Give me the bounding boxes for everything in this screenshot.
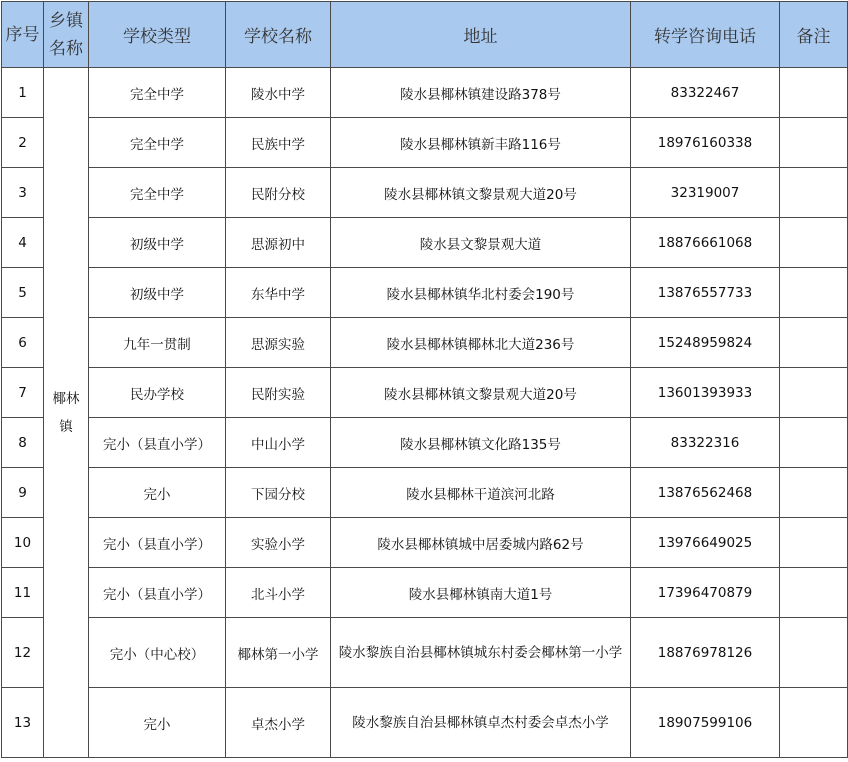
school-phone: 13601393933 (631, 368, 780, 418)
town-name-text: 椰林镇 (52, 390, 80, 435)
header-town: 乡镇名称 (44, 2, 89, 68)
table-row (2, 468, 848, 518)
row-index: 1 (2, 68, 44, 118)
school-address: 陵水县椰林干道滨河北路 (331, 468, 631, 518)
table-row (2, 568, 848, 618)
school-type: 初级中学 (89, 268, 226, 318)
school-address: 陵水县椰林镇建设路378号 (331, 68, 631, 118)
school-name: 椰林第一小学 (226, 618, 331, 688)
school-phone: 18876978126 (631, 618, 780, 688)
row-index: 7 (2, 368, 44, 418)
header-school-name: 学校名称 (226, 2, 331, 68)
school-address: 陵水县椰林镇南大道1号 (331, 568, 631, 618)
school-name: 民族中学 (226, 118, 331, 168)
row-index: 12 (2, 618, 44, 688)
school-type: 完全中学 (89, 118, 226, 168)
school-phone: 83322316 (631, 418, 780, 468)
school-address: 陵水县椰林镇文黎景观大道20号 (331, 368, 631, 418)
school-address: 陵水县椰林镇文化路135号 (331, 418, 631, 468)
school-remark (780, 518, 848, 568)
table-row (2, 368, 848, 418)
school-address: 陵水县椰林镇华北村委会190号 (331, 268, 631, 318)
school-name: 陵水中学 (226, 68, 331, 118)
table-row (2, 68, 848, 118)
table-row (2, 318, 848, 368)
table-row (2, 418, 848, 468)
school-type: 完小 (89, 468, 226, 518)
row-index: 6 (2, 318, 44, 368)
school-remark (780, 618, 848, 688)
school-phone: 13876557733 (631, 268, 780, 318)
school-address: 陵水县椰林镇椰林北大道236号 (331, 318, 631, 368)
row-index: 3 (2, 168, 44, 218)
school-type: 九年一贯制 (89, 318, 226, 368)
school-name: 民附分校 (226, 168, 331, 218)
school-name: 实验小学 (226, 518, 331, 568)
school-remark (780, 218, 848, 268)
row-index: 13 (2, 688, 44, 758)
school-name: 东华中学 (226, 268, 331, 318)
school-type: 完小（县直小学） (89, 518, 226, 568)
school-phone: 13876562468 (631, 468, 780, 518)
table-row (2, 168, 848, 218)
table-row (2, 618, 848, 688)
header-remark: 备注 (780, 2, 848, 68)
school-type: 民办学校 (89, 368, 226, 418)
school-remark (780, 368, 848, 418)
school-phone: 18976160338 (631, 118, 780, 168)
header-address: 地址 (331, 2, 631, 68)
school-remark (780, 118, 848, 168)
school-type: 完小（县直小学） (89, 418, 226, 468)
school-name: 思源实验 (226, 318, 331, 368)
row-index: 4 (2, 218, 44, 268)
school-remark (780, 268, 848, 318)
school-name: 下园分校 (226, 468, 331, 518)
row-index: 2 (2, 118, 44, 168)
town-name (44, 68, 89, 758)
school-name: 思源初中 (226, 218, 331, 268)
header-row (2, 2, 848, 68)
school-remark (780, 68, 848, 118)
school-phone: 18876661068 (631, 218, 780, 268)
row-index: 11 (2, 568, 44, 618)
school-address: 陵水县椰林镇城中居委城内路62号 (331, 518, 631, 568)
table-row (2, 218, 848, 268)
school-remark (780, 688, 848, 758)
school-remark (780, 468, 848, 518)
row-index: 9 (2, 468, 44, 518)
school-type: 完小（县直小学） (89, 568, 226, 618)
header-school-type: 学校类型 (89, 2, 226, 68)
header-index: 序号 (2, 2, 44, 68)
table-row (2, 518, 848, 568)
school-type: 完小（中心校） (89, 618, 226, 688)
school-phone: 17396470879 (631, 568, 780, 618)
school-name: 民附实验 (226, 368, 331, 418)
school-phone: 13976649025 (631, 518, 780, 568)
school-name: 北斗小学 (226, 568, 331, 618)
school-remark (780, 168, 848, 218)
row-index: 10 (2, 518, 44, 568)
school-name: 中山小学 (226, 418, 331, 468)
school-type: 完小 (89, 688, 226, 758)
school-address: 陵水县文黎景观大道 (331, 218, 631, 268)
table-row (2, 268, 848, 318)
school-name: 卓杰小学 (226, 688, 331, 758)
school-address: 陵水县椰林镇文黎景观大道20号 (331, 168, 631, 218)
school-address: 陵水黎族自治县椰林镇城东村委会椰林第一小学 (331, 618, 631, 688)
school-phone: 18907599106 (631, 688, 780, 758)
school-type: 完全中学 (89, 168, 226, 218)
row-index: 5 (2, 268, 44, 318)
school-type: 初级中学 (89, 218, 226, 268)
school-remark (780, 418, 848, 468)
header-phone: 转学咨询电话 (631, 2, 780, 68)
school-remark (780, 318, 848, 368)
school-phone: 83322467 (631, 68, 780, 118)
school-phone: 32319007 (631, 168, 780, 218)
school-table (1, 1, 848, 758)
school-address: 陵水黎族自治县椰林镇卓杰村委会卓杰小学 (331, 688, 631, 758)
school-remark (780, 568, 848, 618)
row-index: 8 (2, 418, 44, 468)
school-address: 陵水县椰林镇新丰路116号 (331, 118, 631, 168)
school-type: 完全中学 (89, 68, 226, 118)
table-row (2, 118, 848, 168)
school-phone: 15248959824 (631, 318, 780, 368)
table-row (2, 688, 848, 758)
